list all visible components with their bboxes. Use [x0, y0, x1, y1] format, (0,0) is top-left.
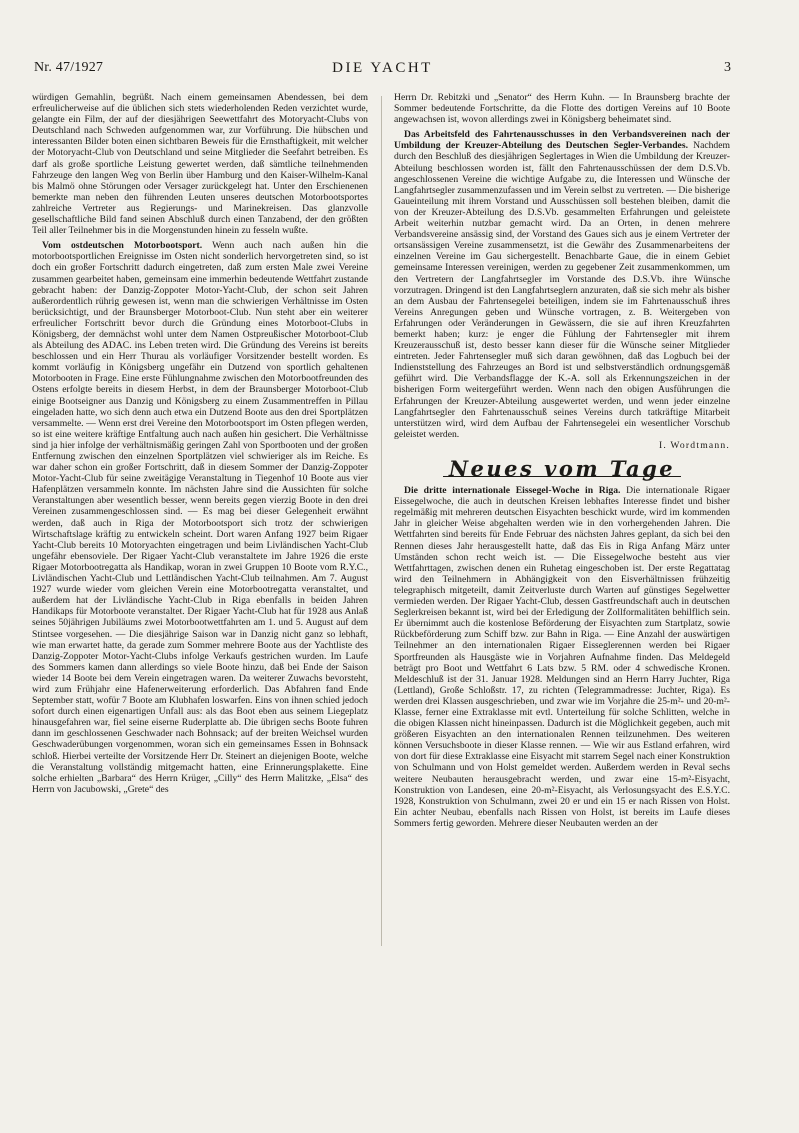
author-signature: I. Wordtmann. — [658, 439, 730, 451]
right-column — [394, 92, 730, 833]
section-title: Neues vom Tage — [443, 463, 681, 477]
article-heading: Das Arbeitsfeld des Fahrtenausschusses in den Verbandsvereinen nach der Umbildung der Kreuzer-Abteilung des Deutschen Segler-Verbandes. — [394, 129, 730, 152]
article-body: Die internationale Rigaer Eissegelwoche, die auch in deutschen Kreisen lebhaftes Interesse findet und bisher regelmäßig mit mehreren deutschen Eisyachten beschickt wurde, wird im kommenden Jahr in gleicher Weise abgehalten werden wie in den vorhergehenden Jahren. Die Wettfahrten sind bereits für Ende Februar des nächsten Jahres geplant, da sich bei den Rennen dieses Jahr herausgestellt hatte, daß das Eis in Riga Anfang März unter Umständen schon recht weich ist. — Die Eissegelwoche besteht aus vier Wettfahrttagen, zwischen denen ein Ruhetag eingeschoben ist. Der erste Regattatag wird den Teilnehmern in Abhängigkeit von den Eisverhältnissen frühzeitig telegraphisch mitgeteilt, damit Zeitverluste durch Warten auf günstiges Segelwetter vermieden werden. Der Rigaer Yacht-Club, dessen Gastfreundschaft auch in deutschen Seglerkreisen bekannt ist, wird bei der Erledigung der Zollformalitäten behilflich sein. Er übernimmt auch die kostenlose Beförderung der Eisyachten zum Startplatz, sowie Rückbeförderung zum Schiff bzw. zur Bahn in Riga. — Eine Anzahl der auswärtigen Teilnehmer an den internationalen Rigaer Eisseglerennen werden bei Rigaer Sportfreunden als Hausgäste wie in Vorjahren Aufnahme finden. Das Meldegeld beträgt pro Boot und Wettfahrt 6 Lats bzw. 5 RM. oder 4 schwedische Kronen. Meldeschluß ist der 31. Januar 1928. Meldungen sind an Herrn Harry Juchter, Riga (Lettland), Große Schloßstr. 17, zu richten (Telegrammadresse: Juchter, Riga). Es werden drei Klassen ausgeschrieben, und zwar wie im Vorjahre die 25-m²- und 20-m²-Klasse, ferner eine Extraklasse mit evtl. Unterteilung für solche Schlitten, welche in die obigen Klassen nicht hineinpassen. Dadurch ist die Möglichkeit gegeben, auch mit größeren Eisyachten an den internationalen Rennen teilzunehmen. Des weiteren können Versuchsboote in dieser Klasse rennen. — Wie wir aus Estland erfahren, wird von dort für diese Extraklasse eine Eisyacht mit starrem Segel nach einer Konstruktion von Schulmann und von Holst gemeldet werden. Außerdem werden in Reval sechs weitere Neubauten herausgebracht werden, und zwar eine 15-m²-Eisyacht, Konstruktion von Landesen, eine 20-m²-Eisyacht, als Verlosungsyacht des E.S.Y.C. 1928, Konstruktion von Schulmann, zwei 20 er und ein 15 er nach Rissen von Holst. Ein achter Neubau, ebenfalls nach Rissen von Holst, ist bereits im Laufe dieses Sommers fertig geworden. Mehrere dieser Neubauten werden an der — [394, 485, 731, 829]
article-continuation-right: Herrn Dr. Rebitzki und „Senator“ des Herrn Kuhn. — In Braunsberg brachte der Sommer bedeutende Fortschritte, da die Flotte des dortigen Vereins auf 10 Boote angewachsen ist, wovon allerdings zwei in Königsberg beheimatet sind. — [394, 92, 730, 126]
article-body: Wenn auch nach außen hin die motorbootsportlichen Ereignisse im Osten nicht sonderlich hervorgetreten sind, so ist doch ein großer Fortschritt dadurch eingetreten, daß zum ersten Male zwei Vereine zusammen gearbeitet haben, gemeinsam eine immerhin bedeutende Wettfahrt zustande gebracht haben: der Danzig-Zoppoter Motor-Yacht-Club, der schon seit Jahren außerordentlich rührig gewesen ist, wenn man die schwierigen Verhältnisse im Osten berücksichtigt, und der Braunsberger Motorboot-Club. Nun steht aber ein weiterer erfreulicher Fortschritt bevor durch die Gründung eines Motorboot-Clubs in Königsberg, der demnächst wohl unter dem Namen Ostpreußischer Motorboot-Club als Abteilung des ADAC. ins Leben treten wird. Die Gründung des Vereins ist bereits beschlossen und ein Herr Thurau als vorläufiger Vorsitzender bestellt worden. Es kommt vorläufig in Königsberg ungefähr ein Dutzend von sportlich gehaltenen Motorbooten in Frage. Eine erste Fühlungnahme zwischen den Motorbootfreunden des Ostens erfolgte bereits in diesem Herbst, in dem der Braunsberger Motorboot-Club einige Bootseigner aus Danzig und Königsberg zu einem Zusammentreffen in Pillau eingeladen hatte, wo sich denn auch etwa ein Dutzend Boote aus den drei Sportplätzen versammelte. — Wenn erst drei Vereine den Motorbootsport im Osten pflegen werden, so ist eine weitere kräftige Entfaltung auch nach außen hin gesichert. Die Verhältnisse sind ja hier infolge der verhältnismäßig geringen Zahl von Sportbooten und der großen Entfernung zwischen den einzelnen Sportplätzen viel schwieriger als im Reiche. Es war daher schon ein großer Fortschritt, daß in diesem Sommer der Danzig-Zoppoter Motor-Yacht-Club für seine zweitägige Veranstaltung in Tiegenhof 10 Boote aus vier Hafenplätzen versammeln konnte. Im nächsten Jahre sind die Aussichten für solche Veranstaltungen aber wesentlich besser, wenn bereits gegen vierzig Boote in den drei Vereinen zusammengeschlossen sind. — Es mag bei dieser Gelegenheit erwähnt werden, daß auch in Riga der Motorbootsport sich trotz der schwierigen Wirtschaftslage kräftig zu entwickeln scheint. Dort waren Anfang 1927 beim Rigaer Yacht-Club bereits 10 Motoryachten eingetragen und beim Livländischen Yacht-Club ungefähr ebensoviele. Der Rigaer Yacht-Club veranstaltete im Jahre 1926 die erste Rigaer Motorbootregatta als Handikap, woran in zwei Gruppen 10 Boote vom R.Y.C., Livländischen Yacht-Club und Lettländischen Yacht-Club teilnahmen. Am 7. August 1927 wurde wieder vom gleichen Verein eine Motorbootregatta veranstaltet, und außerdem hat der Livländische Yacht-Club in Riga ebenfalls in beiden Jahren Handikaps für Motorboote veranstaltet. Der Rigaer Yacht-Club hat für 1928 aus Anlaß seines 50jährigen Jubiläums zwei Motorbootwettfahrten am 1. und 5. August auf dem Stintsee vorgesehen. — Die diesjährige Saison war in Danzig nicht ganz so lebhaft, wie man erwartet hatte, da gerade zum Sommer mehrere Boote aus der Yachtliste des Danzig-Zoppoter Motor-Yacht-Clubs infolge Verkaufs gestrichen wurden. Im Laufe des Sommers kamen dann allerdings so viele Boote hinzu, daß bei Ende der Saison wieder 14 Boote bei dem Verein eingetragen waren. Da weiterer Zuwachs bevorsteht, wird zum Frühjahr eine Hafenerweiterung erforderlich. Das Abfahren fand Ende September statt, wofür 7 Boote am Klubhafen loswarfen. Eins von ihnen schied jedoch sofort durch einen eigenartigen Unfall aus: als das Boot eben aus seinem Liegeplatz hinausgefahren war, fiel seine eiserne Ruderplatte ab. Die übrigen sechs Boote fuhren dann im geschlossenen Geschwader nach Bohnsack; auf der breiten Weichsel wurden Geschwaderübungen vorgenommen, woran sich ein gemeinsames Essen in Bohnsack schloß. Hierbei verteilte der Vorsitzende Herr Dr. Steinert an diejenigen Boote, welche die Veranstaltung vollständig mitgemacht hatten, eine Erinnerungsplakette. Eine solche erhielten „Barbara“ des Herrn Krüger, „Cilly“ des Herrn Malitzke, „Elsa“ des Herrn von Jacubowski, „Grete“ des — [32, 240, 369, 795]
article-eissegel-woche — [394, 485, 730, 829]
article-heading: Vom ostdeutschen Motorbootsport. — [42, 240, 203, 252]
page-header — [34, 60, 731, 82]
article-ostdeutscher-motorbootsport — [32, 240, 368, 795]
article-body: Nachdem durch den Beschluß des diesjährigen Seglertages in Wien die Umbildung der Kreuzer-Abteilung beschlossen worden ist, fällt den Fahrtenausschüssen der dem D.S.Vb. angeschlossenen Vereine die wichtige Aufgabe zu, die Interessen und Wünsche der Langfahrtsegler zusammenzufassen und im Verein selbst zu vertreten. — Die bisherige Gaueinteilung mit ihrem Vorstand und Ausschüssen soll bestehen bleiben, damit die von der Kreuzer-Abteilung des D.S.Vb. gesammelten Erfahrungen und geleistete Arbeit weiterhin nutzbar gemacht wird. Da an Orten, in denen mehrere Verbandsvereine ansässig sind, der Vorstand des Gaues sich aus je einem Vertreter der ortsansässigen Vereine zusammensetzt, ist die Gewähr des Zusammenarbeitens der einzelnen Vereine im Gau sichergestellt. Benachbarte Gaue, die in einem Gebiet gemeinsame Interessen vereinigen, werden zu gegebener Zeit zusammenkommen, um den Vertretern der Langfahrtsegler im Vorstande des D.S.Vb. ihre Wünsche vorzutragen. Dringend ist den Langfahrtseglern anzuraten, daß sie sich mehr als bisher an dem Ausbau der Fahrtensegelei beteiligen, indem sie im Fahrtenausschuß ihres Vereins Anregungen geben und Wünsche vortragen, z. B. Weitergeben von Erfahrungen oder Veränderungen in Gewässern, die sie auf ihren Kreuzfahrten bemerkt haben; kurz: je enger die Fühlung der Fahrtensegler mit ihrem Kreuzerausschuß ist, desto besser kann dieser für die Wünsche seiner Mitglieder eintreten. Jeder Fahrtensegler muß sich daran gewöhnen, daß das Logbuch bei der Indienststellung des Fahrzeuges an Bord ist und selbstverständlich ordnungsgemäß geführt wird. Die Verbandsflagge der K.-A. soll als Erkennungszeichen in der bisherigen Form weitergeführt werden. Wenn nach den obigen Ausführungen die Erfahrungen der Kreuzer-Abteilung ausgewertet werden, und wenn jeder einzelne Langfahrtsegler den Fahrtenausschuß seines Vereins durch tatkräftige Mitarbeit unterstützen wird, wird dem Aufbau der Fahrtensegelei ein wesentlicher Vorschub geleistet werden. — [394, 140, 731, 440]
article-fahrtenausschuss — [394, 129, 730, 451]
article-continuation: würdigen Gemahlin, begrüßt. Nach einem gemeinsamen Abendessen, bei dem erfreulicherweise auf die üblichen sich stets wiederholenden Reden verzichtet wurde, gelangte ein Film, der auf der diesjährigen Seewettfahrt des Motoryacht-Clubs von Deutschland nach Schweden aufgenommen war, zur Vorführung. Die hübschen und interessanten Bilder boten einen sichtbaren Beweis für die Ernsthaftigkeit, mit welcher der Motoryacht-Club von Deutschland und seine Mitglieder die Seefahrt betreiben. Es darf als große sportliche Leistung gewertet werden, daß sämtliche teilnehmenden Fahrzeuge den langen Weg von Berlin über Hamburg und den Kaiser-Wilhelm-Kanal bis Malmö ohne Störungen oder Versager zurückgelegt hat. Unter den Erschienenen bemerkte man neben den führenden Leuten unseres deutschen Motorbootsportes zahlreiche Vertreter aus Regierungs- und Marinekreisen. Das glanzvolle gesellschaftliche Bild fand seinen Abschluß durch einen Tanzabend, der den größten Teil aller Teilnehmer bis in die Morgenstunden hinein zu fesseln wußte. — [32, 92, 368, 237]
magazine-title: DIE YACHT — [332, 60, 433, 76]
column-divider — [381, 96, 382, 946]
issue-number: Nr. 47/1927 — [34, 60, 104, 75]
page-number: 3 — [724, 60, 731, 75]
section-header — [394, 456, 730, 481]
left-column — [32, 92, 368, 799]
article-heading: Die dritte internationale Eissegel-Woche in Riga. — [404, 485, 621, 497]
